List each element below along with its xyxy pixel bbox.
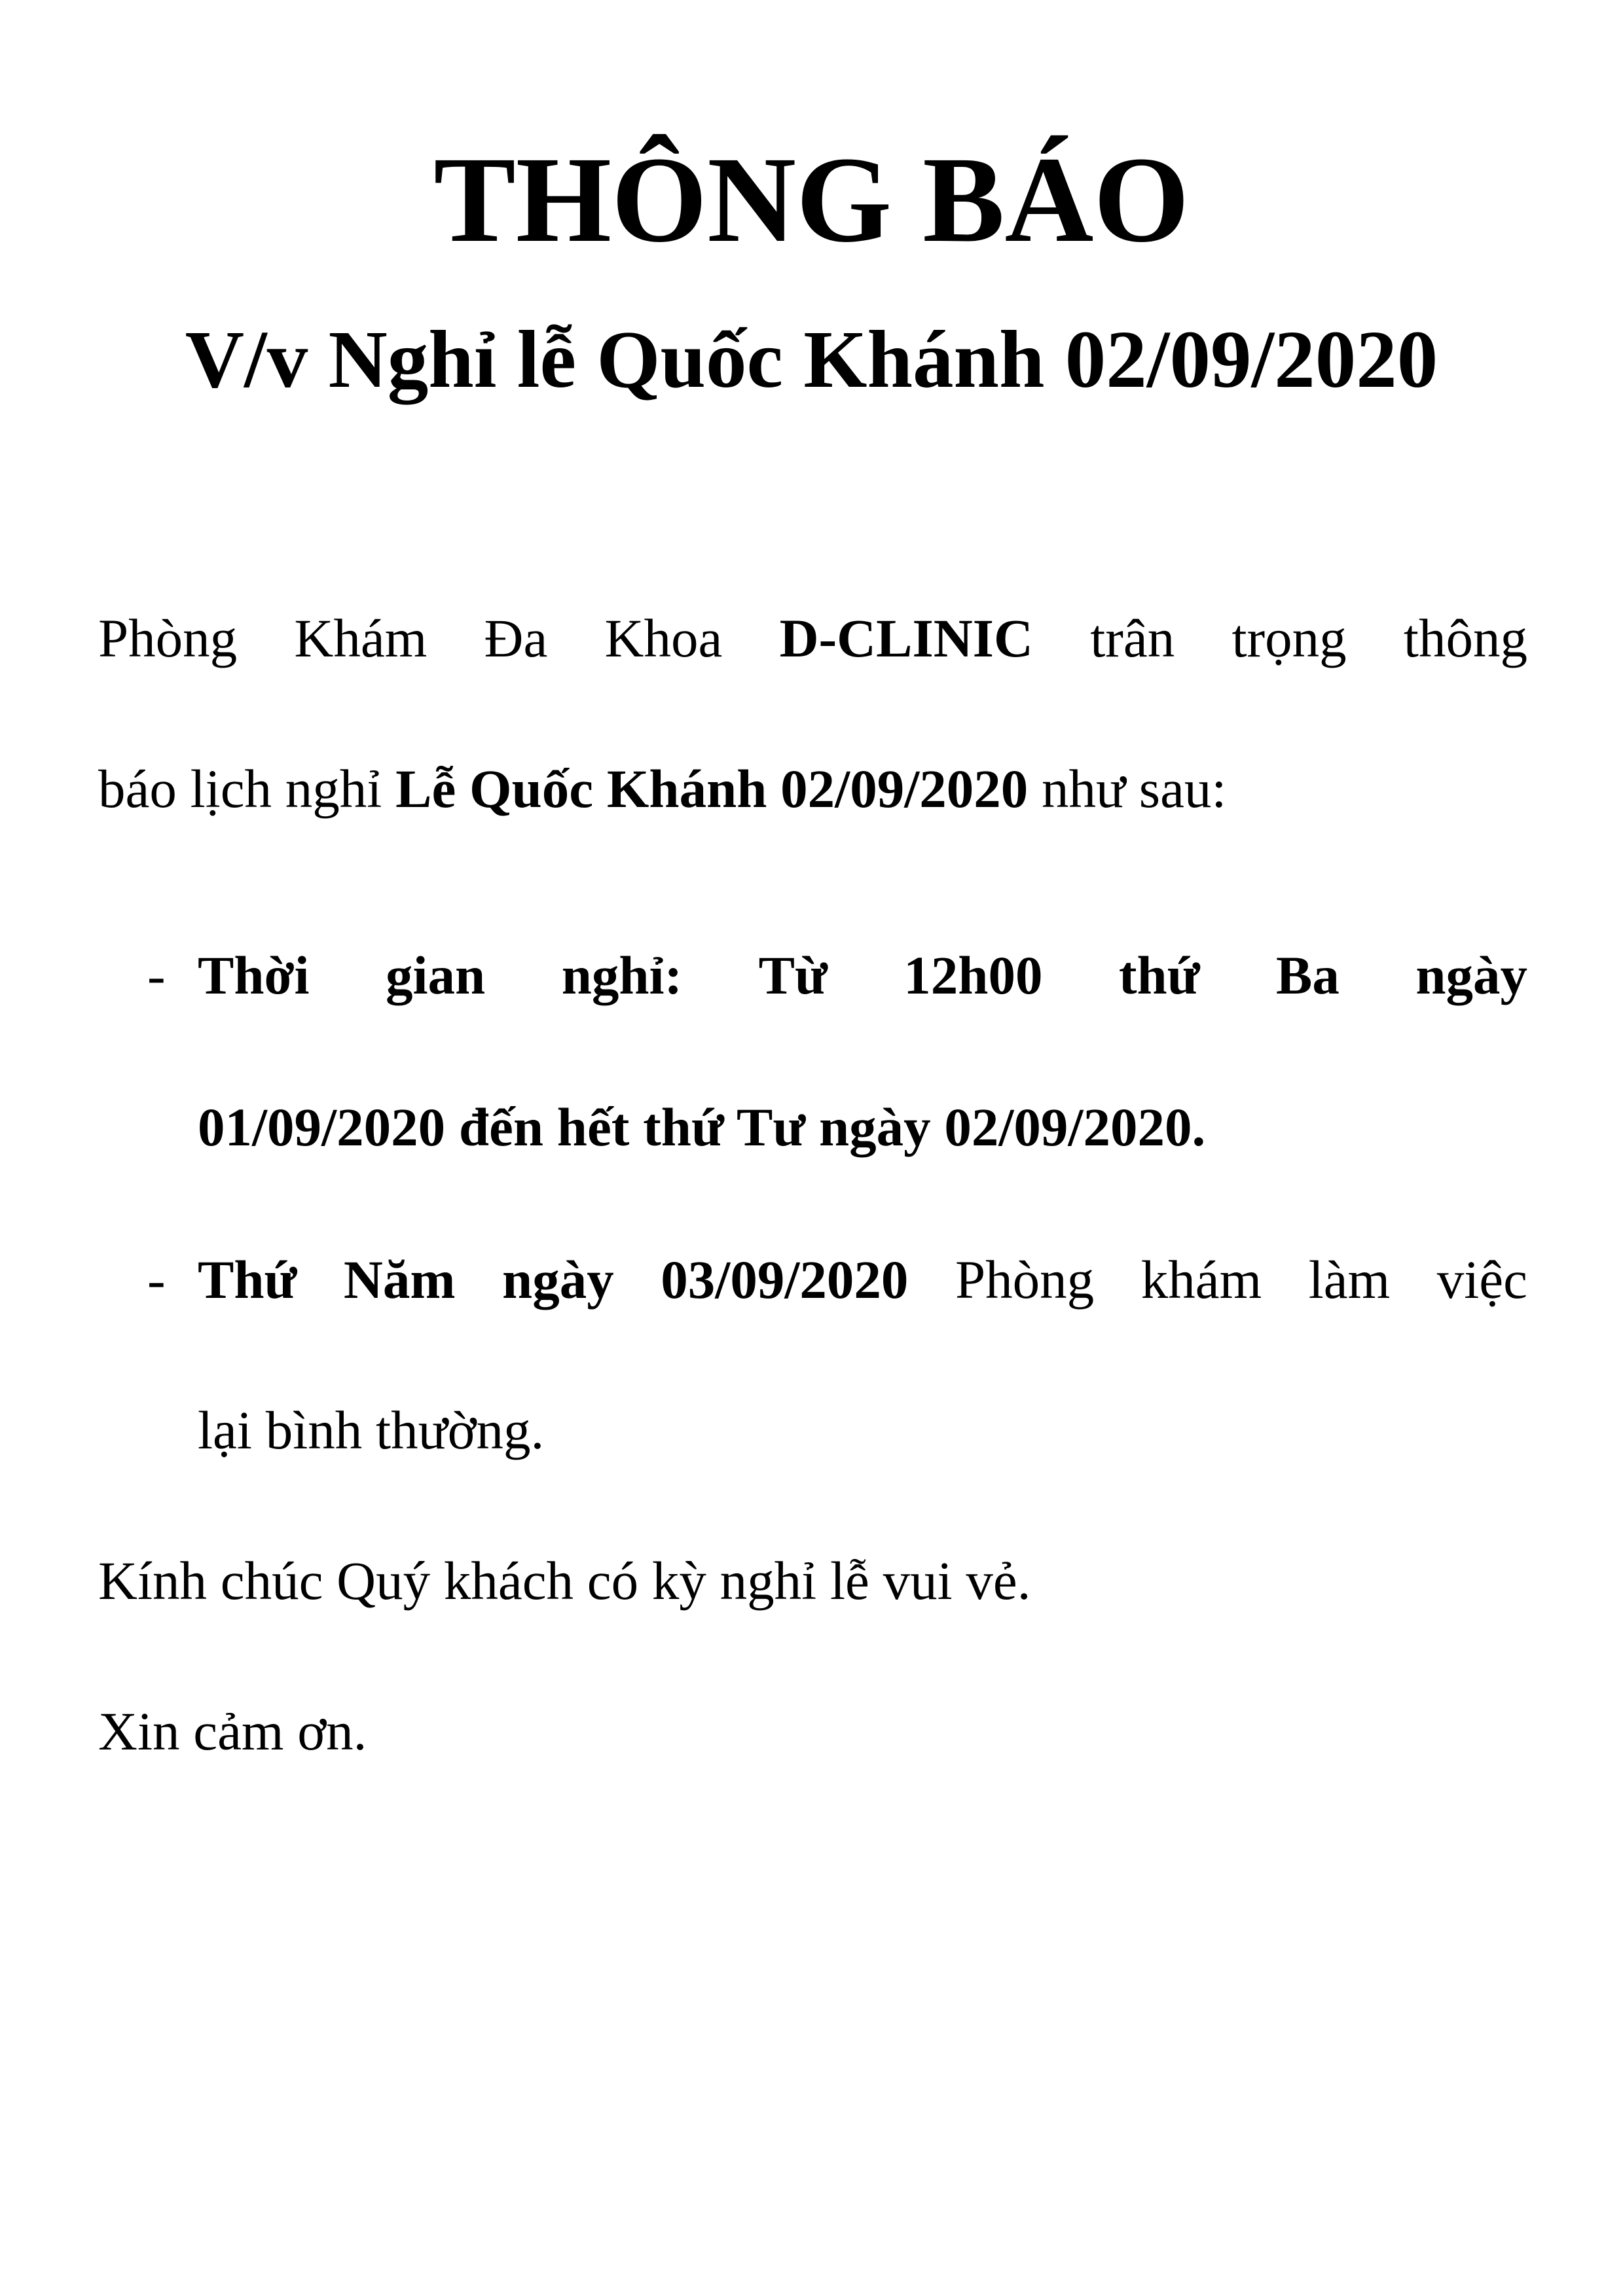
bullet-dash-1: -	[147, 945, 166, 1005]
bullet-dash-2: -	[147, 1249, 166, 1310]
notice-title: THÔNG BÁO	[433, 131, 1190, 268]
item-2-line-2: lại bình thường.	[198, 1400, 545, 1460]
holiday-name: Lễ Quốc Khánh 02/09/2020	[395, 759, 1029, 819]
intro-text-3: báo lịch nghỉ	[98, 759, 396, 819]
item-2-rest: Phòng khám làm việc	[908, 1249, 1527, 1310]
thanks-line: Xin cảm ơn.	[98, 1701, 367, 1761]
intro-line-1	[98, 605, 1527, 671]
item-1-word: gian	[386, 945, 486, 1005]
item-1-line-1	[198, 942, 1527, 1008]
notice-subtitle: V/v Nghỉ lễ Quốc Khánh 02/09/2020	[185, 315, 1438, 405]
item-1-word: Ba	[1275, 945, 1340, 1005]
clinic-name: D-CLINIC	[779, 608, 1033, 668]
closing-wish: Kính chúc Quý khách có kỳ nghỉ lễ vui vẻ.	[98, 1551, 1031, 1611]
item-1-word: nghỉ:	[561, 945, 683, 1005]
item-2-line-1	[198, 1247, 1527, 1312]
item-1-word: thứ	[1118, 945, 1200, 1005]
item-1-word: ngày	[1415, 945, 1527, 1005]
item-2-bold-lead: Thứ Năm ngày 03/09/2020	[198, 1249, 909, 1310]
item-1-word: Thời	[198, 945, 310, 1005]
item-1-word: Từ	[758, 945, 828, 1005]
item-1-line-2: 01/09/2020 đến hết thứ Tư ngày 02/09/2020.	[198, 1097, 1206, 1157]
intro-line-2	[98, 756, 1226, 821]
item-1-word: 12h00	[903, 945, 1043, 1005]
intro-text-2: trân trọng thông	[1032, 608, 1527, 668]
intro-text-1: Phòng Khám Đa Khoa	[98, 608, 780, 668]
intro-text-4: như sau:	[1028, 759, 1227, 819]
